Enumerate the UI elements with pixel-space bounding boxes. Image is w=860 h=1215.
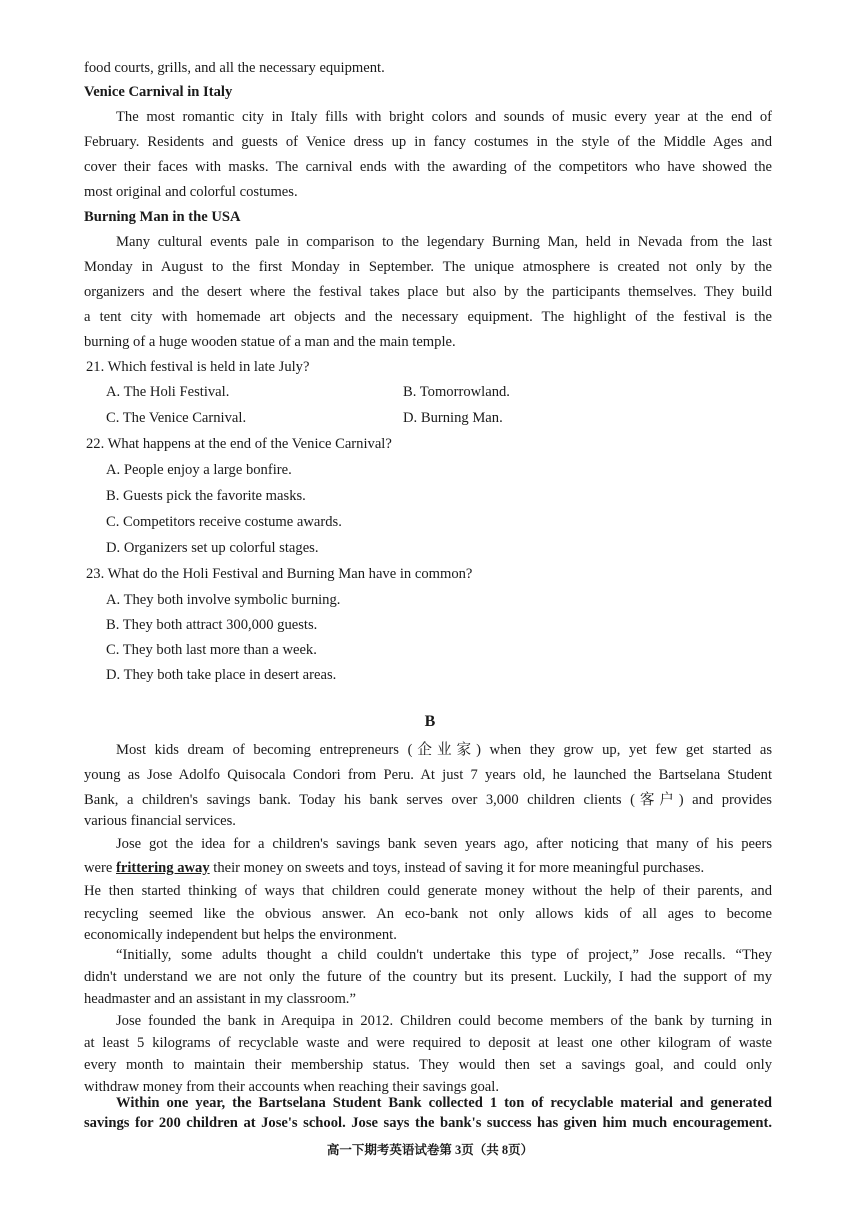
b-paragraph-line: Within one year, the Bartselana Student Bank collected 1 ton of recyclable material and generated: [116, 1095, 772, 1111]
b-paragraph-line: various financial services.: [84, 813, 236, 829]
option-23-b: B. They both attract 300,000 guests.: [106, 617, 318, 633]
b-paragraph-line: young as Jose Adolfo Quisocala Condori from Peru. At just 7 years old, he launched the Bartselana Student: [84, 767, 772, 783]
b-paragraph-line: [84, 858, 772, 878]
venice-line: cover their faces with masks. The carnival ends with the awarding of the competitors who have showed the: [84, 159, 772, 175]
question-stem-22: 22. What happens at the end of the Venice Carnival?: [86, 436, 392, 452]
option-22-c: C. Competitors receive costume awards.: [106, 514, 342, 530]
section-b-title: B: [424, 713, 436, 730]
option-21-c: C. The Venice Carnival.: [106, 410, 247, 426]
text-run: were: [84, 860, 117, 876]
option-21-a: A. The Holi Festival.: [106, 384, 230, 400]
burning-man-line: Monday in August to the first Monday in September. The unique atmosphere is created not only by the: [84, 259, 772, 275]
b-paragraph-line: every month to maintain their membership status. They would then set a savings goal, and could only: [84, 1057, 772, 1073]
b-paragraph-line: headmaster and an assistant in my classroom.”: [84, 991, 356, 1007]
option-23-a: A. They both involve symbolic burning.: [106, 592, 341, 608]
venice-line: most original and colorful costumes.: [84, 184, 298, 200]
b-paragraph-line: “Initially, some adults thought a child couldn't undertake this type of project,” Jose recalls. “They: [116, 947, 772, 963]
burning-man-line: Many cultural events pale in comparison to the legendary Burning Man, held in Nevada from the last: [116, 234, 772, 250]
option-22-d: D. Organizers set up colorful stages.: [106, 540, 319, 556]
question-stem-21: 21. Which festival is held in late July?: [86, 359, 310, 375]
question-stem-23: 23. What do the Holi Festival and Burning Man have in common?: [86, 566, 473, 582]
option-22-b: B. Guests pick the favorite masks.: [106, 488, 306, 504]
b-paragraph-line: savings for 200 children at Jose's school. Jose says the bank's success has given him much encouragement.: [84, 1115, 772, 1131]
option-23-c: C. They both last more than a week.: [106, 642, 317, 658]
burning-man-line: organizers and the desert where the festival takes place but also by the participants themselves. They build: [84, 284, 772, 300]
venice-line: The most romantic city in Italy fills with bright colors and sounds of music every year at the end of: [116, 109, 772, 125]
b-paragraph-line: Jose founded the bank in Arequipa in 2012. Children could become members of the bank by turning in: [116, 1013, 772, 1029]
b-paragraph-line: at least 5 kilograms of recyclable waste and were required to deposit at least one other kilogram of waste: [84, 1035, 772, 1051]
b-paragraph-line: Most kids dream of becoming entrepreneurs (企业家) when they grow up, yet few get started as: [116, 742, 772, 758]
b-paragraph-line: Jose got the idea for a children's savings bank seven years ago, after noticing that many of his peers: [116, 836, 772, 852]
b-paragraph-line: didn't understand we are not only the future of the country but its present. Luckily, I had the support of my: [84, 969, 772, 985]
option-23-d: D. They both take place in desert areas.: [106, 667, 337, 683]
burning-man-line: a tent city with homemade art objects and the necessary equipment. The highlight of the festival is the: [84, 309, 772, 325]
underlined-phrase: frittering away: [116, 860, 210, 876]
burning-man-line: burning of a huge wooden statue of a man and the main temple.: [84, 334, 456, 350]
venice-heading: Venice Carnival in Italy: [84, 84, 233, 100]
option-21-b: B. Tomorrowland.: [403, 384, 510, 400]
b-paragraph-line: withdraw money from their accounts when reaching their savings goal.: [84, 1079, 499, 1095]
b-paragraph-line: recycling seemed like the obvious answer. An eco-bank not only allows kids of all ages to become: [84, 906, 772, 922]
b-paragraph-line: Bank, a children's savings bank. Today his bank serves over 3,000 children clients (客户) and provides: [84, 792, 772, 808]
burning-man-heading: Burning Man in the USA: [84, 209, 241, 225]
option-21-d: D. Burning Man.: [403, 410, 503, 426]
page-footer: 高一下期考英语试卷第 3页（共 8页）: [326, 1143, 534, 1157]
b-paragraph-line: economically independent but helps the environment.: [84, 927, 397, 943]
intro-line: food courts, grills, and all the necessary equipment.: [84, 60, 385, 76]
text-run: their money on sweets and toys, instead of saving it for more meaningful purchases.: [209, 860, 705, 876]
option-22-a: A. People enjoy a large bonfire.: [106, 462, 292, 478]
venice-line: February. Residents and guests of Venice dress up in fancy costumes in the style of the Middle Ages and: [84, 134, 772, 150]
b-paragraph-line: He then started thinking of ways that children could generate money without the help of their parents, and: [84, 883, 772, 899]
